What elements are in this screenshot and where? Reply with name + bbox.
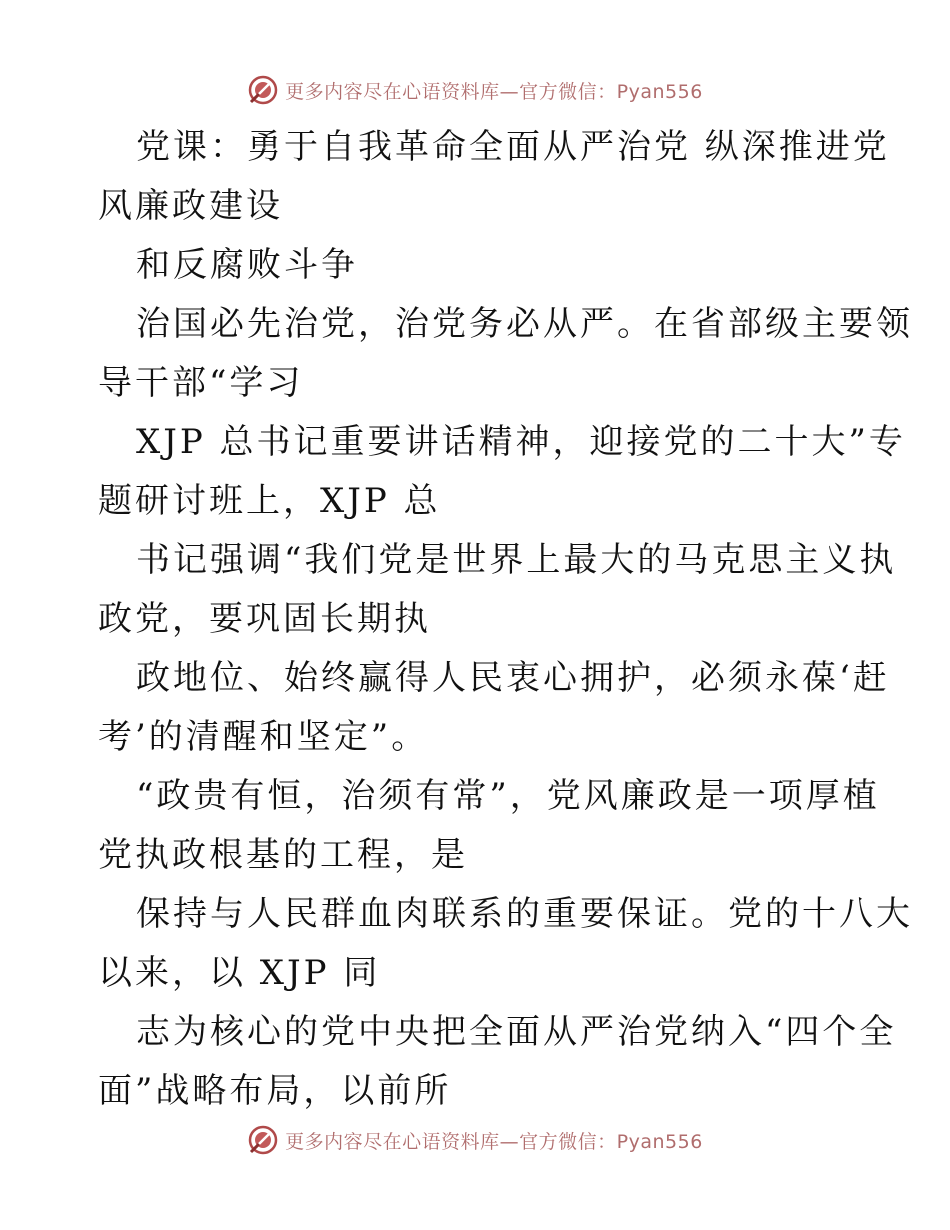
- paragraph-line: 政地位、始终赢得人民衷心拥护，必须永葆‘赶: [136, 658, 890, 698]
- title-line-1: 党课：勇于自我革命全面从严治党 纵深推进党: [136, 127, 890, 167]
- title-line-3: 和反腐败斗争: [136, 245, 358, 285]
- paragraph-line: 以来，以 XJP 同: [98, 953, 381, 993]
- paragraph-line: 面”战略布局，以前所: [98, 1071, 452, 1111]
- footer-banner-text: 更多内容尽在心语资料库—官方微信：Pyan556: [285, 1130, 703, 1153]
- paragraph-line: 题研讨班上，XJP 总: [98, 481, 441, 521]
- paragraph-line: “政贵有恒，治须有常”，党风廉政是一项厚植: [136, 776, 880, 816]
- paragraph-line: XJP 总书记重要讲话精神，迎接党的二十大”专: [136, 422, 906, 462]
- paragraph-line: 导干部“学习: [98, 363, 304, 403]
- seal-logo-icon: [247, 1124, 279, 1156]
- title-line-2: 风廉政建设: [98, 186, 283, 226]
- paragraph-line: 志为核心的党中央把全面从严治党纳入“四个全: [136, 1012, 897, 1052]
- header-banner-text: 更多内容尽在心语资料库—官方微信：Pyan556: [285, 80, 703, 103]
- paragraph-line: 考’的清醒和坚定”。: [98, 717, 429, 757]
- paragraph-line: 书记强调“我们党是世界上最大的马克思主义执: [136, 540, 897, 580]
- paragraph-line: 保持与人民群血肉联系的重要保证。党的十八大: [136, 894, 913, 934]
- paragraph-line: 党执政根基的工程，是: [98, 835, 468, 875]
- paragraph-line: 治国必先治党，治党务必从严。在省部级主要领: [136, 304, 913, 344]
- header-banner: [0, 70, 950, 110]
- document-body: [98, 118, 913, 1121]
- footer-banner: [0, 1120, 950, 1160]
- seal-logo-icon: [247, 74, 279, 106]
- paragraph-line: 政党，要巩固长期执: [98, 599, 431, 639]
